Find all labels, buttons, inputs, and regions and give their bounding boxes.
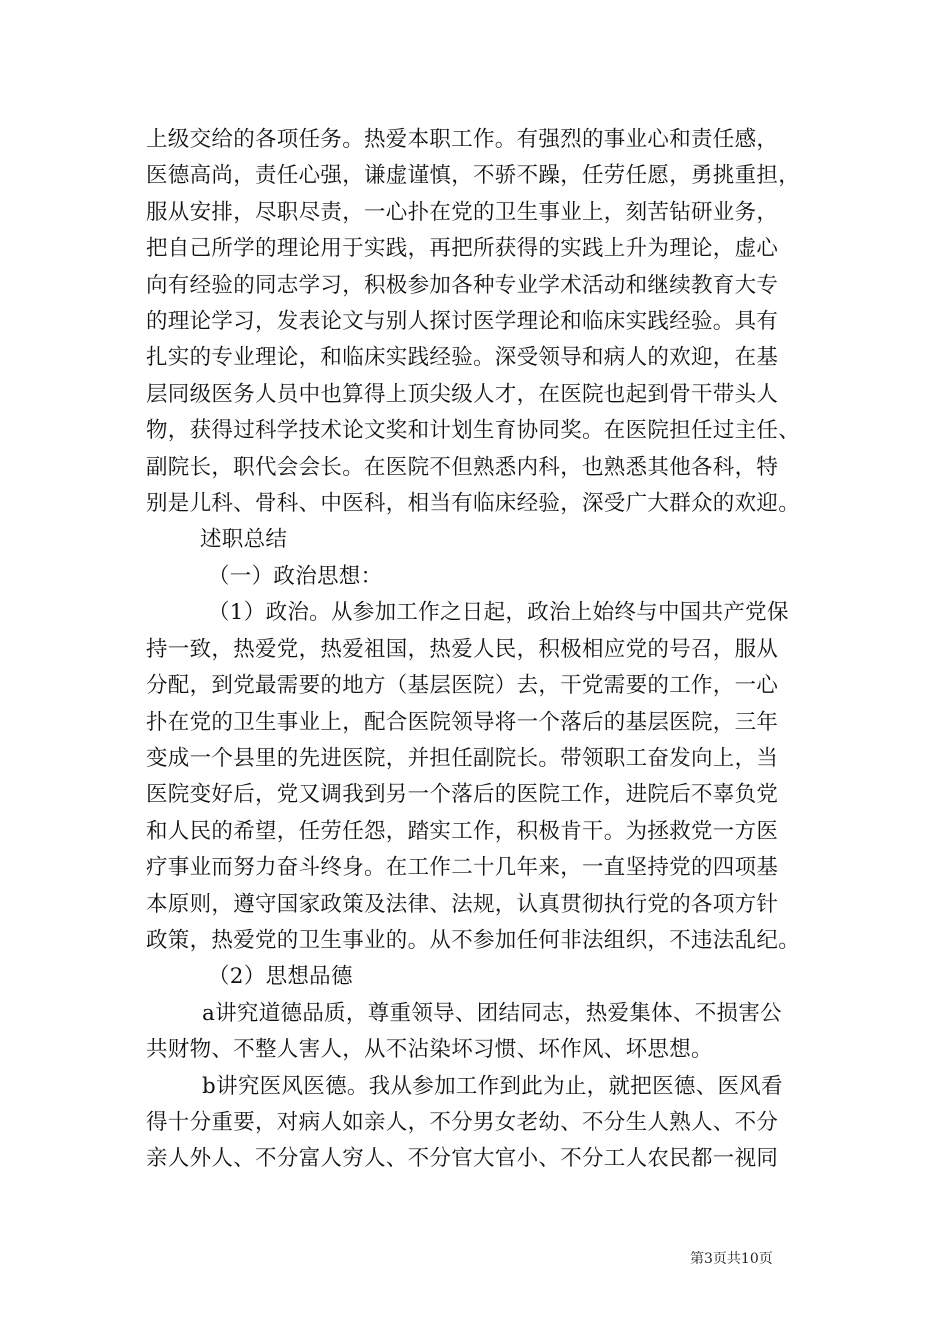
text-line: 的理论学习，发表论文与别人探讨医学理论和临床实践经验。具有 [146,309,779,335]
page-number: 第3页共10页 [690,1251,773,1267]
text-line: 向有经验的同志学习，积极参加各种专业学术活动和继续教育大专 [146,272,779,298]
text-line: b讲究医风医德。我从参加工作到此为止，就把医德、医风看 [202,1073,783,1099]
text-line: 副院长，职代会会长。在医院不但熟悉内科，也熟悉其他各科，特 [146,454,779,480]
text-line: 本原则，遵守国家政策及法律、法规，认真贯彻执行党的各项方针 [146,891,779,917]
text-line: 分配，到党最需要的地方（基层医院）去，干党需要的工作，一心 [146,673,779,699]
paragraph-medical-ethics [146,1069,818,1178]
text-line: （1）政治。从参加工作之日起，政治上始终与中国共产党保 [208,600,789,626]
text-line: 亲人外人、不分富人穷人、不分官大官小、不分工人农民都一视同 [146,1146,779,1172]
text-line: 医德高尚，责任心强，谦虚谨慎，不骄不躁，任劳任愿，勇挑重担， [146,163,801,189]
text-line: 扑在党的卫生事业上，配合医院领导将一个落后的基层医院，三年 [146,709,779,735]
heading-text: （一）政治思想： [208,563,383,589]
text-line: 别是儿科、骨科、中医科，相当有临床经验，深受广大群众的欢迎。 [146,491,801,517]
text-line: 共财物、不整人害人，从不沾染坏习惯、坏作风、坏思想。 [146,1037,713,1063]
document-body [146,122,818,1178]
paragraph-moral-quality [146,996,818,1069]
subsection-heading-political [146,559,818,595]
text-line: 层同级医务人员中也算得上顶尖级人才，在医院也起到骨干带头人 [146,381,779,407]
text-line: 得十分重要，对病人如亲人，不分男女老幼、不分生人熟人、不分 [146,1109,779,1135]
text-line: a讲究道德品质，尊重领导、团结同志，热爱集体、不损害公 [202,1000,782,1026]
text-line: 变成一个县里的先进医院，并担任副院长。带领职工奋发向上，当 [146,745,779,771]
text-line: 医院变好后，党又调我到另一个落后的医院工作，进院后不辜负党 [146,782,779,808]
paragraph-qualifications [146,122,818,522]
heading-text: （2）思想品德 [208,964,353,990]
text-line: 疗事业而努力奋斗终身。在工作二十几年来，一直坚持党的四项基 [146,855,779,881]
text-line: 物，获得过科学技术论文奖和计划生育协同奖。在医院担任过主任、 [146,418,801,444]
section-heading-summary [146,522,818,558]
text-line: 政策，热爱党的卫生事业的。从不参加任何非法组织，不违法乱纪。 [146,927,801,953]
text-line: 和人民的希望，任劳任怨，踏实工作，积极肯干。为拯救党一方医 [146,818,779,844]
heading-text: 述职总结 [200,527,288,553]
text-line: 上级交给的各项任务。热爱本职工作。有强烈的事业心和责任感， [146,127,779,152]
paragraph-politics [146,595,818,959]
text-line: 持一致，热爱党，热爱祖国，热爱人民，积极相应党的号召，服从 [146,636,779,662]
text-line: 把自己所学的理论用于实践，再把所获得的实践上升为理论，虚心 [146,236,779,262]
subsection-heading-morality [146,959,818,995]
text-line: 服从安排，尽职尽责，一心扑在党的卫生事业上，刻苦钻研业务， [146,199,779,225]
text-line: 扎实的专业理论，和临床实践经验。深受领导和病人的欢迎，在基 [146,345,779,371]
